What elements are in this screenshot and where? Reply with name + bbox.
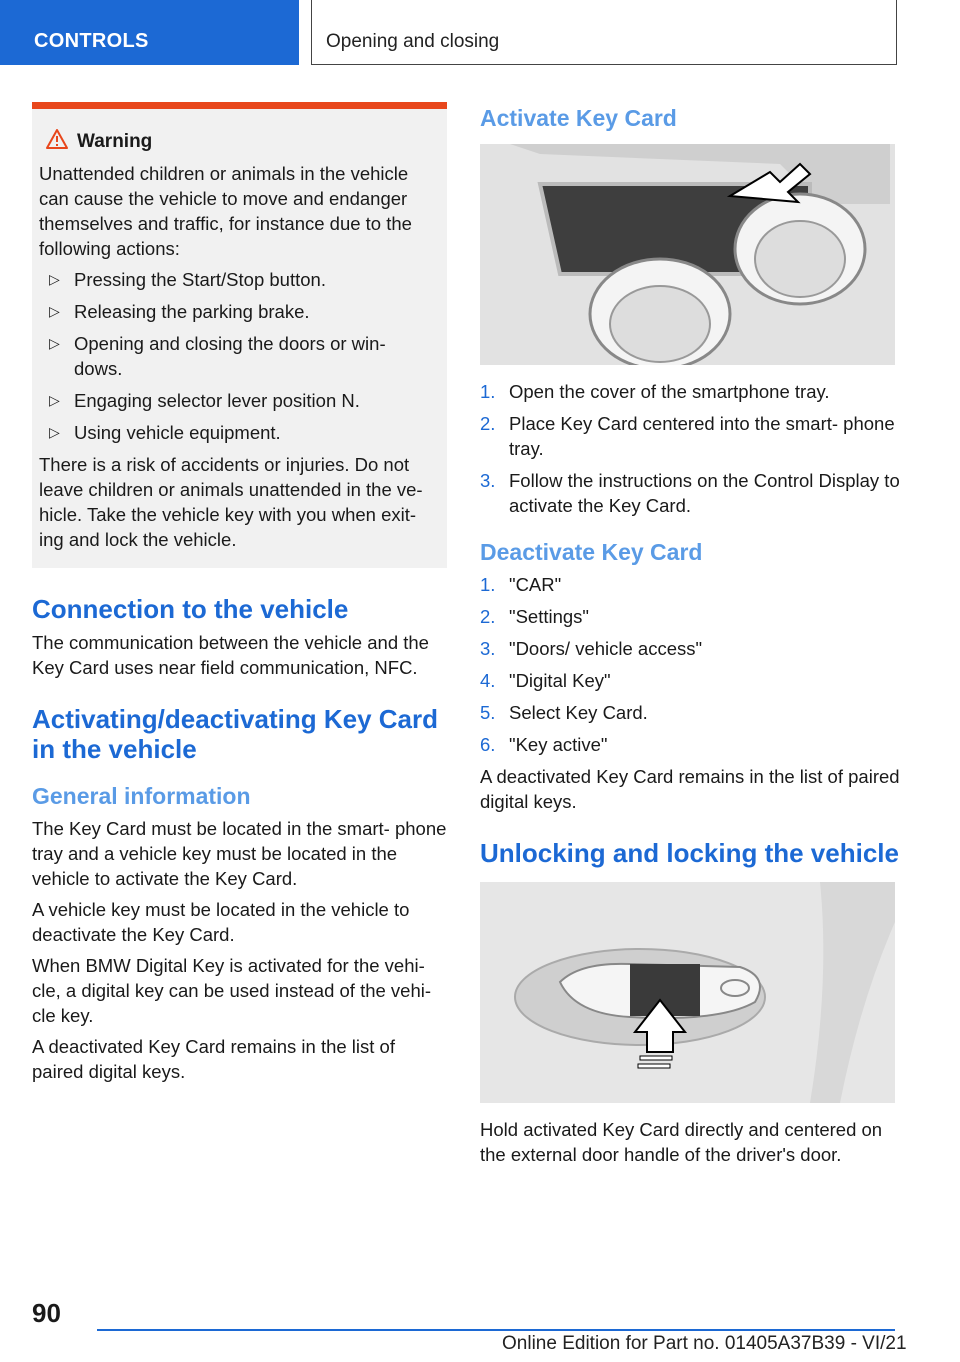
- general-info-p2: A vehicle key must be located in the vehicle to deactivate the Key Card.: [32, 899, 410, 945]
- general-info-heading: General information: [32, 783, 251, 809]
- edition-text: Online Edition for Part no. 01405A37B39 - VI/21: [502, 1333, 907, 1354]
- warning-bullet: ▷ Using vehicle equipment.: [49, 422, 281, 443]
- right-column: [480, 100, 900, 1173]
- warning-bullet: ▷ Engaging selector lever position N.: [49, 390, 360, 411]
- footer-rule: [97, 1329, 895, 1331]
- activating-heading: Activating/deactivating Key Card in the vehicle: [32, 704, 438, 764]
- door-handle-drawing: [480, 882, 895, 1103]
- activate-step: 1. Open the cover of the smartphone tray.: [480, 381, 830, 402]
- connection-text: The communication between the vehicle and the Key Card uses near field communication, NFC.: [32, 632, 429, 678]
- unlocking-text: Hold activated Key Card directly and centered on the external door handle of the driver's door.: [480, 1119, 883, 1165]
- unlocking-heading: Unlocking and locking the vehicle: [480, 838, 899, 868]
- left-column: [32, 102, 447, 1090]
- door-handle-illustration: [480, 882, 895, 1103]
- smartphone-tray-illustration: [480, 144, 895, 365]
- warning-bullet: ▷ Releasing the parking brake.: [49, 301, 310, 322]
- triangle-bullet-icon: ▷: [49, 335, 60, 351]
- triangle-bullet-icon: ▷: [49, 303, 60, 319]
- triangle-bullet-icon: ▷: [49, 424, 60, 440]
- warning-outro: There is a risk of accidents or injuries. Do not leave children or animals unattended in the ve- hicle. Take the vehicle key with you when exit- ing and lock the vehicle.: [39, 454, 423, 550]
- chapter-tab: [311, 0, 897, 65]
- deactivate-note: A deactivated Key Card remains in the list of paired digital keys.: [480, 766, 900, 812]
- warning-bullet: ▷ Pressing the Start/Stop button.: [49, 269, 326, 290]
- deactivate-heading: Deactivate Key Card: [480, 539, 703, 565]
- general-info-p4: A deactivated Key Card remains in the list of paired digital keys.: [32, 1036, 395, 1082]
- deactivate-step: 3. "Doors/ vehicle access": [480, 638, 703, 659]
- activate-heading: Activate Key Card: [480, 105, 677, 131]
- chapter-label: Opening and closing: [326, 31, 500, 52]
- tray-drawing: [480, 144, 895, 365]
- deactivate-step: 6. "Key active": [480, 734, 608, 755]
- deactivate-step: 2. "Settings": [480, 606, 589, 627]
- page-number: 90: [32, 1298, 61, 1328]
- triangle-bullet-icon: ▷: [49, 392, 60, 408]
- triangle-bullet-icon: ▷: [49, 271, 60, 287]
- deactivate-step: 5. Select Key Card.: [480, 702, 648, 723]
- activate-step: 3. Follow the instructions on the Control Display to activate the Key Card.: [480, 470, 900, 516]
- general-info-p3: When BMW Digital Key is activated for the vehi- cle, a digital key can be used instead of the vehi- cle key.: [32, 955, 432, 1026]
- connection-heading: Connection to the vehicle: [32, 594, 349, 624]
- warning-icon: [45, 128, 69, 150]
- section-tab: [0, 0, 299, 65]
- deactivate-step: 4. "Digital Key": [480, 670, 611, 691]
- deactivate-step: 1. "CAR": [480, 574, 562, 595]
- warning-box: [32, 102, 447, 568]
- general-info-p1: The Key Card must be located in the smart- phone tray and a vehicle key must be located in the vehicle to activate the Key Card.: [32, 818, 447, 889]
- warning-intro: Unattended children or animals in the vehicle can cause the vehicle to move and endanger themselves and traffic, for instance due to the following actions:: [39, 163, 412, 259]
- warning-bullet: ▷ Opening and closing the doors or win- dows.: [49, 333, 386, 379]
- activate-step: 2. Place Key Card centered into the smart- phone tray.: [480, 413, 895, 459]
- warning-title: Warning: [77, 131, 439, 153]
- section-label: CONTROLS: [34, 30, 149, 52]
